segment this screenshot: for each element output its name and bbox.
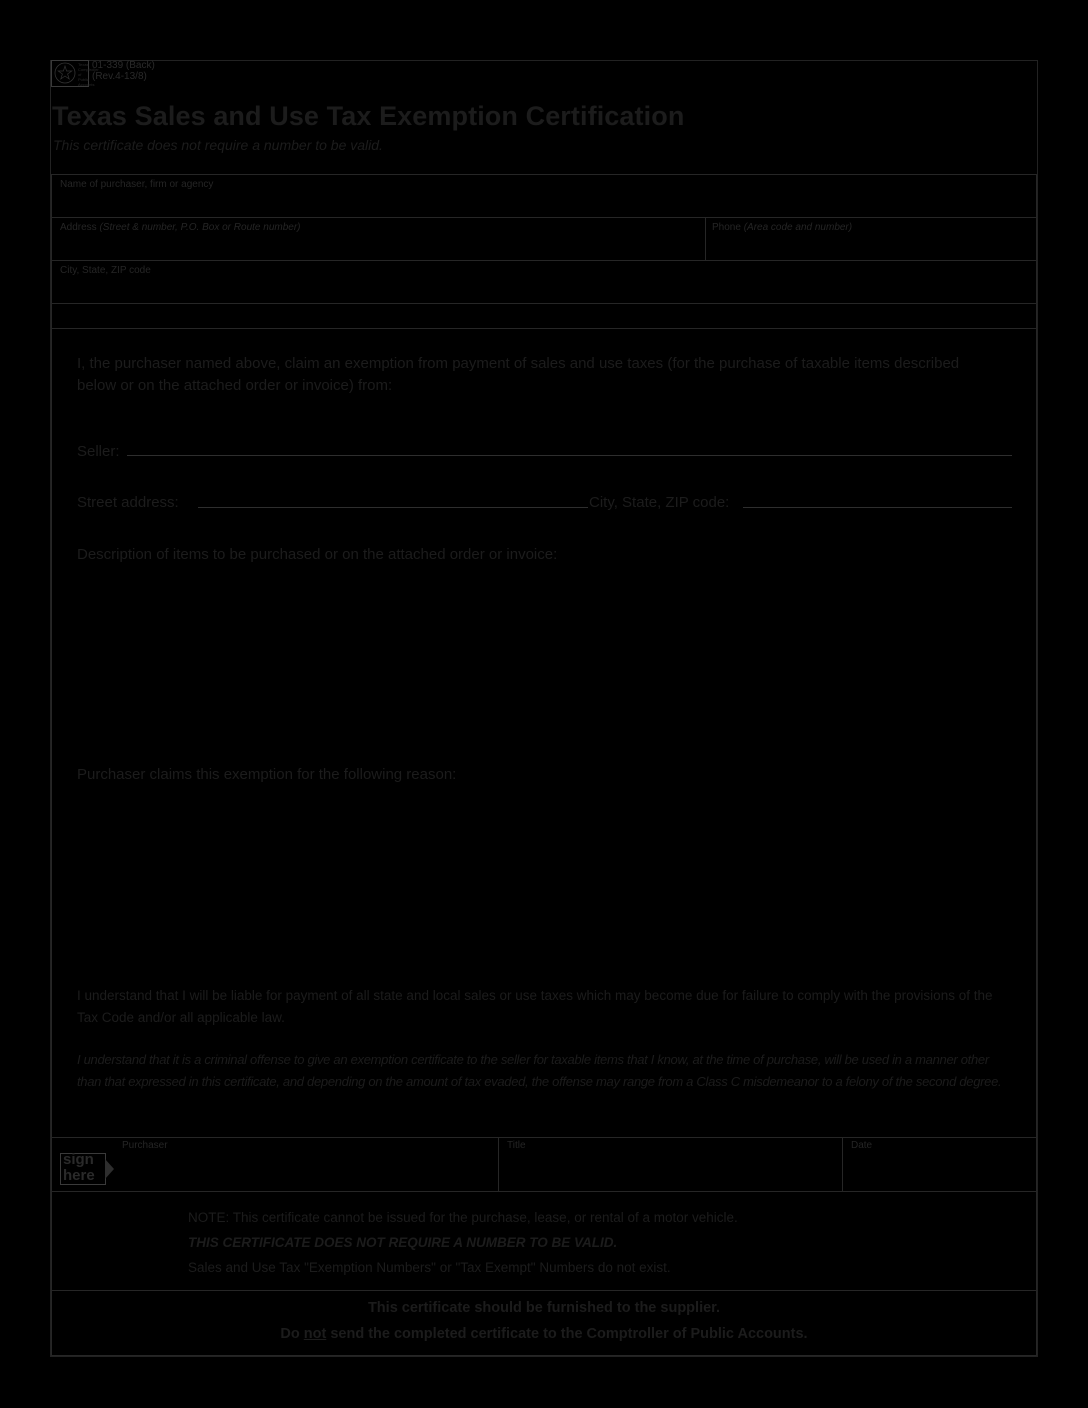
offense-statement: I understand that it is a criminal offense to give an exemption certificate to the seller for taxable items that I know, at the time of purchase, will be used in a manner other than that expressed in this certificate, and depending on the amount of tax evaded, the offense may range from a Class C misdemeanor to a felony of the second degree. <box>77 1052 1002 1089</box>
city-state-zip-field[interactable] <box>51 260 1037 304</box>
form-number <box>92 60 155 82</box>
note-line-3: Sales and Use Tax "Exemption Numbers" or "Tax Exempt" Numbers do not exist. <box>188 1260 671 1275</box>
seller-city-label: City, State, ZIP code: <box>589 494 730 511</box>
sign-here-line2: here <box>63 1167 95 1184</box>
seal-text: Texas Comptroller of Public Accounts <box>78 62 99 87</box>
reason-label: Purchaser claims this exemption for the following reason: <box>77 766 457 783</box>
section-divider <box>51 303 1037 329</box>
purchaser-signature-field[interactable] <box>51 1137 499 1192</box>
street-address-label: Street address: <box>77 494 179 511</box>
footer-line-2: Do not send the completed certificate to the Comptroller of Public Accounts. <box>280 1326 808 1342</box>
footer-emphasis: not <box>303 1326 327 1342</box>
reason-area[interactable] <box>77 790 1012 970</box>
seller-input-line[interactable] <box>127 455 1012 456</box>
address-field[interactable] <box>51 217 706 261</box>
purchaser-name-label: Name of purchaser, firm or agency <box>60 179 214 190</box>
claim-intro: I, the purchaser named above, claim an exemption from payment of sales and use taxes (for the purchase of taxable items described below or on the attached order or invoice) from: <box>77 355 960 394</box>
arrow-right-icon <box>105 1159 114 1179</box>
city-state-zip-label: City, State, ZIP code <box>60 265 151 276</box>
date-field[interactable] <box>842 1137 1037 1192</box>
title-label: Title <box>507 1140 526 1151</box>
note-line-2: THIS CERTIFICATE DOES NOT REQUIRE A NUMBER TO BE VALID. <box>188 1235 618 1250</box>
seller-label: Seller: <box>77 443 120 460</box>
description-label: Description of items to be purchased or on the attached order or invoice: <box>77 546 558 563</box>
title-field[interactable] <box>498 1137 843 1192</box>
footer-line-1: This certificate should be furnished to the supplier. <box>367 1300 721 1316</box>
sign-here-line1: sign <box>63 1151 94 1168</box>
phone-field[interactable] <box>705 217 1037 261</box>
street-address-input-line[interactable] <box>198 507 588 508</box>
note-line-1: NOTE: This certificate cannot be issued for the purchase, lease, or rental of a motor vehicle. <box>188 1210 738 1225</box>
purchaser-signature-label: Purchaser <box>122 1140 168 1151</box>
liability-statement: I understand that I will be liable for payment of all state and local sales or use taxes which may become due for failure to comply with the provisions of the Tax Code and/or all applicable law. <box>77 988 993 1025</box>
seller-city-input-line[interactable] <box>743 507 1012 508</box>
page-title: Texas Sales and Use Tax Exemption Certification <box>52 101 685 131</box>
description-area[interactable] <box>77 570 1012 750</box>
purchaser-name-field[interactable] <box>51 174 1037 218</box>
date-label: Date <box>851 1140 873 1151</box>
phone-label: Phone (Area code and number) <box>712 222 853 233</box>
form-revision-text: (Rev.4-13/8) <box>92 71 147 82</box>
form-number-text: 01-339 (Back) <box>92 60 155 71</box>
address-label: Address (Street & number, P.O. Box or Route number) <box>60 222 301 233</box>
page-subtitle: This certificate does not require a number to be valid. <box>53 137 383 153</box>
sign-here-badge <box>60 1153 114 1185</box>
state-seal-icon <box>54 62 76 84</box>
